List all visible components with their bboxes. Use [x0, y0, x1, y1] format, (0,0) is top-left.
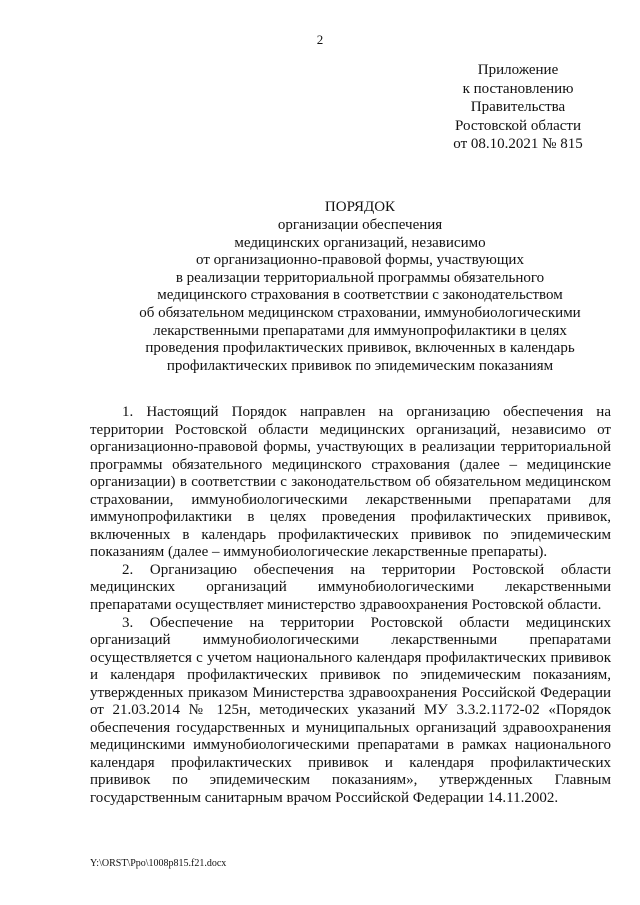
appendix-line: Правительства — [470, 99, 566, 115]
subtitle-line: лекарственными препаратами для иммунопрофилактики в целях — [153, 322, 567, 339]
paragraph-3: 3. Обеспечение на территории Ростовской области медицинских организаций иммунобиологическими лекарственными препаратами осуществляется с учетом национального календаря профилактических прививок и календаря профилактических прививок по эпидемическим показаниям, утвержденных приказом Министерства здравоохранения Российской Федерации от 21.03.2014 № 125н, методических указаний МУ 3.3.2.1172-02 «Порядок обеспечения государственных и муниципальных организаций здравоохранения медицинскими иммунобиологическими препаратами в рамках национального календаря профилактических прививок и календаря профилактических прививок по эпидемическим показаниям», утвержденных Главным государственным санитарным врачом Российской Федерации 14.11.2002. — [90, 614, 611, 807]
subtitle-line: проведения профилактических прививок, включенных в календарь — [145, 340, 575, 357]
subtitle-line: организации обеспечения — [277, 217, 443, 234]
paragraph-2: 2. Организацию обеспечения на территории Ростовской области медицинских организаций иммунобиологическими лекарственными препаратами осуществляет министерство здравоохранения Ростовской области. — [90, 561, 611, 614]
appendix-line: Ростовской области — [455, 117, 581, 134]
appendix-line: Приложение — [477, 62, 559, 78]
subtitle-line: медицинских организаций, независимо — [234, 234, 486, 251]
document-title: ПОРЯДОК — [324, 199, 396, 215]
appendix-line: к постановлению — [462, 80, 574, 97]
footer-file-path: Y:\ORST\Ppo\1008p815.f21.docx — [90, 858, 227, 869]
document-body — [90, 404, 611, 808]
subtitle-line: в реализации территориальной программы обязательного — [175, 269, 545, 286]
subtitle-line: профилактических прививок по эпидемическим показаниям — [166, 357, 554, 374]
appendix-line: от 08.10.2021 № 815 — [453, 136, 583, 152]
paragraph-1: 1. Настоящий Порядок направлен на организацию обеспечения на территории Ростовской области медицинских организаций, независимо от организационно-правовой формы, участвующих в реализации территориальной программы обязательного медицинского страхования (далее – медицинские организации) в соответствии с законодательством об обязательном медицинском страховании, иммунобиологическими лекарственными препаратами для иммунопрофилактики в целях проведения профилактических прививок, включенных в календарь профилактических прививок по эпидемическим показаниям (далее – иммунобиологические лекарственные препараты). — [90, 404, 611, 561]
subtitle-line: медицинского страхования в соответствии с законодательством — [157, 287, 563, 304]
page-number: 2 — [316, 32, 324, 47]
document-title-block — [80, 199, 640, 375]
subtitle-line: от организационно-правовой формы, участвующих — [196, 252, 524, 269]
subtitle-line: об обязательном медицинском страховании, иммунобиологическими — [139, 305, 581, 322]
appendix-block — [440, 61, 596, 154]
